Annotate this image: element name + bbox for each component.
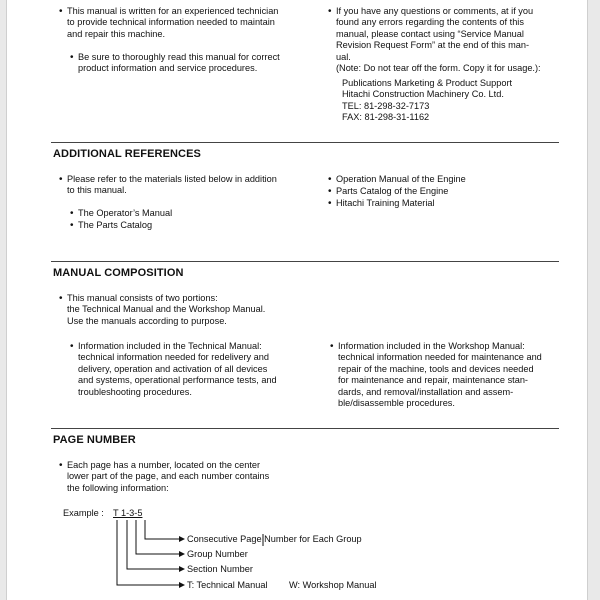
bullet-dot: • — [70, 220, 74, 231]
text-line: Operation Manual of the Engine — [336, 174, 466, 184]
text-line: ble/disassemble procedures. — [338, 398, 455, 409]
bullet-dot: • — [328, 6, 332, 17]
text-line: This manual is written for an experienced technician — [67, 6, 279, 16]
text-line: Please refer to the materials listed below in addition — [67, 174, 277, 184]
text-line: Each page has a number, located on the center — [67, 460, 261, 470]
text-line: to this manual. — [67, 185, 127, 196]
text-line: found any errors regarding the contents of this — [336, 17, 524, 28]
text-line: technical information needed for redelivery and — [78, 352, 270, 363]
note-line: (Note: Do not tear off the form. Copy it for usage.): — [336, 63, 541, 74]
text-line: lower part of the page, and each number contains — [67, 471, 270, 482]
label-section-number — [187, 564, 253, 575]
arrowhead — [179, 551, 185, 557]
connector-section — [127, 520, 179, 569]
bullet-dot: • — [330, 341, 334, 352]
bullet-dot: • — [59, 460, 63, 471]
section-heading-manual-composition: MANUAL COMPOSITION — [53, 267, 184, 279]
text-line: delivery, operation and activation of all devices — [78, 363, 268, 374]
text-line: dards, and removal/installation and assem- — [338, 386, 514, 397]
contact-line: TEL: 81-298-32-7173 — [342, 100, 430, 111]
text-line: Hitachi Training Material — [336, 198, 435, 208]
label-technical-manual — [187, 580, 268, 591]
bullet-dot: • — [70, 341, 74, 352]
text-line: ual. — [336, 51, 351, 62]
text-line: Consecutive Page Number for Each Group — [187, 534, 362, 544]
connector-consecutive — [145, 520, 179, 539]
bullet-dot: • — [70, 208, 74, 219]
bullet-dot: • — [59, 6, 63, 17]
label-group-number — [187, 549, 248, 560]
text-line: troubleshooting procedures. — [78, 386, 192, 397]
text-line: T: Technical Manual — [187, 580, 268, 590]
text-line: Be sure to thoroughly read this manual for correct — [78, 52, 280, 62]
manual-page — [6, 0, 588, 600]
bullet-dot: • — [328, 186, 332, 197]
label-consecutive-page — [187, 534, 362, 545]
arrowhead — [179, 582, 185, 588]
text-line: This manual consists of two portions: — [67, 293, 218, 303]
text-line: Group Number — [187, 549, 248, 559]
text-line: the following information: — [67, 482, 169, 493]
bullet-dot: • — [70, 52, 74, 63]
connector-type — [117, 520, 179, 585]
text-line: T 1-3-5 — [113, 508, 143, 518]
contact-line: FAX: 81-298-31-1162 — [342, 112, 430, 123]
text-line: Revision Request Form” at the end of this man- — [336, 40, 530, 51]
text-line: product information and service procedures. — [78, 63, 258, 74]
contact-line: Hitachi Construction Machinery Co. Ltd. — [342, 89, 504, 100]
text-line: Parts Catalog of the Engine — [336, 186, 449, 196]
text-line: repair of the machine, tools and devices needed — [338, 363, 534, 374]
bullet-dot: • — [328, 174, 332, 185]
connector-group — [136, 520, 179, 554]
section-heading-page-number: PAGE NUMBER — [53, 434, 136, 446]
contact-line: Publications Marketing & Product Support — [342, 78, 513, 88]
text-line: Information included in the Workshop Manual: — [338, 341, 525, 351]
label-workshop-manual — [289, 580, 377, 591]
section-heading-additional-references: ADDITIONAL REFERENCES — [53, 148, 201, 160]
text-line: The Operator’s Manual — [78, 208, 173, 218]
text-line: the Technical Manual and the Workshop Manual. — [67, 304, 266, 315]
bullet-dot: • — [59, 174, 63, 185]
text-line: manual, please contact using “Service Manual — [336, 28, 524, 39]
text-line: Use the manuals according to purpose. — [67, 315, 227, 326]
text-line: and systems, operational performance tests, and — [78, 375, 277, 386]
text-line: for maintenance and repair, maintenance stan- — [338, 375, 528, 386]
bullet-dot: • — [59, 293, 63, 304]
text-line: If you have any questions or comments, at if you — [336, 6, 534, 16]
text-line: to provide technical information needed to maintain — [67, 17, 275, 28]
bullet-dot: • — [328, 198, 332, 209]
text-line: The Parts Catalog — [78, 220, 153, 230]
text-line: Section Number — [187, 564, 253, 574]
page-number-diagram — [7, 0, 589, 600]
text-line: W: Workshop Manual — [289, 580, 377, 590]
text-line: Example : — [63, 508, 104, 518]
arrowhead — [179, 566, 185, 572]
text-line: and repair this machine. — [67, 28, 166, 39]
text-line: technical information needed for maintenance and — [338, 352, 542, 363]
arrowhead — [179, 536, 185, 542]
text-line: Information included in the Technical Manual: — [78, 341, 262, 351]
